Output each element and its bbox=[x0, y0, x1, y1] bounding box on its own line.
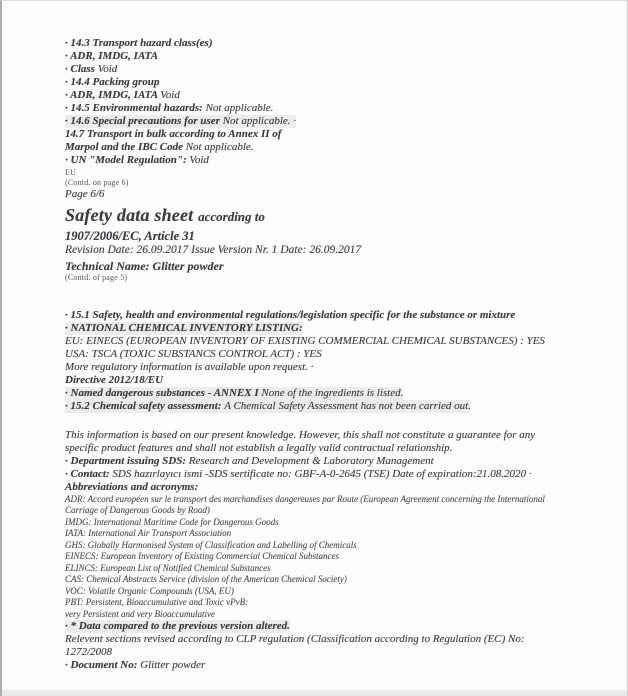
text-segment: specific product features and shall not establish a legally valid contractual relationship. bbox=[65, 441, 453, 454]
text-segment: Directive 2012/18/EU bbox=[65, 373, 164, 386]
doc-line bbox=[65, 659, 609, 672]
text-segment: PBT: Persistent, Bioaccumulative and Toxic vPvB: bbox=[65, 597, 249, 607]
page-number bbox=[65, 188, 609, 201]
text-segment: Safety data sheet bbox=[65, 205, 199, 225]
text-segment: EU bbox=[65, 168, 77, 177]
doc-line bbox=[65, 455, 609, 468]
text-segment: More regulatory information is available upon request. · bbox=[65, 360, 314, 373]
doc-line bbox=[65, 128, 609, 141]
doc-line bbox=[65, 50, 609, 63]
text-segment: Carriage of Dangerous Goods by Road) bbox=[65, 505, 210, 515]
doc-line bbox=[65, 348, 609, 361]
doc-line bbox=[65, 442, 609, 455]
text-segment: EU: EINECS (EUROPEAN INVENTORY OF EXISTING COMMERCIAL CHEMICAL SUBSTANCES) : YES bbox=[65, 334, 545, 347]
text-segment: Glitter powder bbox=[140, 659, 206, 671]
text-segment: · ADR, IMDG, IATA bbox=[65, 89, 161, 101]
text-segment: USA: TSCA (TOXIC SUBSTANCS CONTROL ACT) : YES bbox=[65, 347, 322, 360]
doc-line bbox=[65, 586, 609, 598]
doc-line bbox=[65, 102, 609, 115]
text-segment: very Persistent and very Bioaccumulative bbox=[65, 608, 215, 619]
text-segment: SDS hazırlayıcı ismi -SDS sertificate no: GBF-A-0-2645 (TSE) Date of expiration:21.08.2020 · bbox=[112, 467, 532, 480]
doc-line bbox=[65, 63, 609, 76]
section-15-regulatory bbox=[65, 309, 609, 413]
text-segment: EINECS: European Inventory of Existing Commercial Chemical Substances bbox=[65, 551, 340, 561]
text-segment: · Department issuing SDS: bbox=[65, 454, 189, 467]
text-segment: · ADR, IMDG, IATA bbox=[65, 50, 159, 62]
doc-line bbox=[65, 168, 609, 178]
doc-line bbox=[65, 259, 609, 273]
text-segment: · * Data compared to the previous version altered. bbox=[65, 620, 290, 632]
text-segment: Relevent sections revised according to CLP regulation (Classification according to Regulation (EC) No: bbox=[65, 633, 525, 645]
text-segment: CAS: Chemical Abstracts Service (division of the American Chemical Society) bbox=[65, 574, 347, 584]
text-segment: Not applicable. · bbox=[222, 115, 297, 127]
text-segment: Not applicable. bbox=[185, 141, 254, 153]
text-segment: ADR: Accord européen sur le transport des marchandises dangereuses par Route (European Agreement concerning the International bbox=[65, 493, 545, 504]
doc-line bbox=[65, 481, 609, 494]
text-segment: Void bbox=[160, 89, 180, 101]
doc-line bbox=[65, 115, 296, 128]
doc-line bbox=[65, 188, 609, 201]
doc-line bbox=[65, 89, 609, 102]
text-segment: (Contd. on page 6) bbox=[65, 178, 129, 187]
doc-line bbox=[65, 37, 609, 50]
text-segment: · Named dangerous substances - ANNEX I bbox=[65, 386, 262, 399]
text-segment: according to bbox=[198, 209, 265, 224]
doc-line bbox=[65, 374, 609, 387]
text-segment: · 14.4 Packing group bbox=[65, 76, 160, 88]
doc-line bbox=[65, 154, 609, 167]
text-segment: · 14.6 Special precautions for user bbox=[65, 115, 223, 127]
doc-line bbox=[65, 597, 609, 609]
abbreviations-list bbox=[65, 494, 609, 621]
text-segment: · 14.3 Transport hazard class(es) bbox=[65, 37, 213, 49]
text-segment: · Contact: bbox=[65, 467, 113, 480]
text-segment: 1272/2008 bbox=[65, 646, 113, 658]
text-segment: Research and Development & Laboratory Management bbox=[188, 454, 434, 467]
text-segment: 14.7 Transport in bulk according to Annex II of bbox=[65, 128, 282, 140]
text-segment: · Document No: bbox=[65, 659, 141, 671]
doc-line bbox=[65, 528, 609, 540]
doc-line bbox=[65, 620, 290, 633]
text-segment: A Chemical Safety Assessment has not been carried out. bbox=[224, 399, 471, 412]
text-segment: (Contd. of page 5) bbox=[65, 272, 128, 282]
doc-line bbox=[65, 551, 609, 563]
doc-line bbox=[65, 609, 609, 621]
text-segment: Not applicable. bbox=[205, 102, 274, 114]
text-segment: GHS: Globally Harmonised System of Classification and Labelling of Chemicals bbox=[65, 539, 357, 550]
text-segment: ELINCS: European List of Notified Chemical Substances bbox=[65, 562, 271, 573]
revision-notes bbox=[65, 620, 609, 672]
text-segment: · Class bbox=[65, 63, 98, 75]
text-segment: IMDG: International Maritime Code for Dangerous Goods bbox=[65, 516, 279, 527]
doc-line bbox=[65, 574, 609, 586]
doc-line bbox=[65, 517, 609, 529]
doc-line bbox=[65, 387, 403, 400]
doc-line bbox=[65, 322, 303, 335]
doc-line bbox=[65, 494, 609, 506]
doc-line bbox=[65, 505, 609, 517]
text-segment: · UN "Model Regulation": bbox=[65, 154, 190, 166]
text-segment: IATA: International Air Transport Association bbox=[65, 528, 232, 538]
section-14-transport bbox=[65, 37, 609, 167]
doc-line bbox=[65, 76, 609, 89]
text-segment: Abbreviations and acronyms: bbox=[65, 480, 199, 493]
text-segment: Void bbox=[189, 154, 209, 166]
doc-line bbox=[65, 429, 609, 442]
doc-line bbox=[65, 244, 609, 258]
doc-line bbox=[65, 141, 609, 154]
text-segment: · 15.2 Chemical safety assessment: bbox=[65, 399, 225, 412]
doc-line bbox=[65, 229, 609, 244]
text-segment: VOC: Volatile Organic Compounds (USA, EU) bbox=[65, 585, 234, 596]
text-segment: Technical Name: Glitter powder bbox=[65, 258, 224, 273]
text-segment: · 15.1 Safety, health and environmental regulations/legislation specific for the substance or mixture bbox=[65, 308, 516, 321]
document-body bbox=[65, 37, 609, 672]
doc-line bbox=[65, 563, 609, 575]
doc-line bbox=[65, 400, 471, 413]
text-segment: This information is based on our present knowledge. However, this shall not constitute a guarantee for any bbox=[65, 428, 536, 441]
doc-line bbox=[65, 178, 609, 188]
doc-line bbox=[65, 540, 609, 552]
scan-bottom-edge bbox=[2, 690, 627, 696]
doc-line bbox=[65, 646, 609, 659]
text-segment: Marpol and the IBC Code bbox=[65, 141, 186, 153]
doc-line bbox=[65, 468, 609, 481]
doc-line bbox=[65, 361, 609, 374]
page-meta bbox=[65, 168, 609, 188]
doc-line bbox=[65, 205, 609, 229]
text-segment: Revision Date: 26.09.2017 Issue Version Nr. 1 Date: 26.09.2017 bbox=[65, 244, 362, 256]
text-segment: Page 6/6 bbox=[65, 188, 105, 200]
section-16-conclusion bbox=[65, 429, 609, 494]
doc-line bbox=[65, 309, 609, 322]
text-segment: 1907/2006/EC, Article 31 bbox=[65, 229, 195, 243]
text-segment: Void bbox=[97, 63, 118, 75]
doc-line bbox=[65, 633, 609, 646]
doc-line bbox=[65, 335, 609, 348]
text-segment: · 14.5 Environmental hazards: bbox=[65, 102, 206, 114]
text-segment: None of the ingredients is listed. bbox=[261, 386, 404, 399]
sds-header bbox=[65, 205, 609, 283]
text-segment: · NATIONAL CHEMICAL INVENTORY LISTING: bbox=[65, 321, 303, 334]
doc-line bbox=[65, 273, 609, 283]
